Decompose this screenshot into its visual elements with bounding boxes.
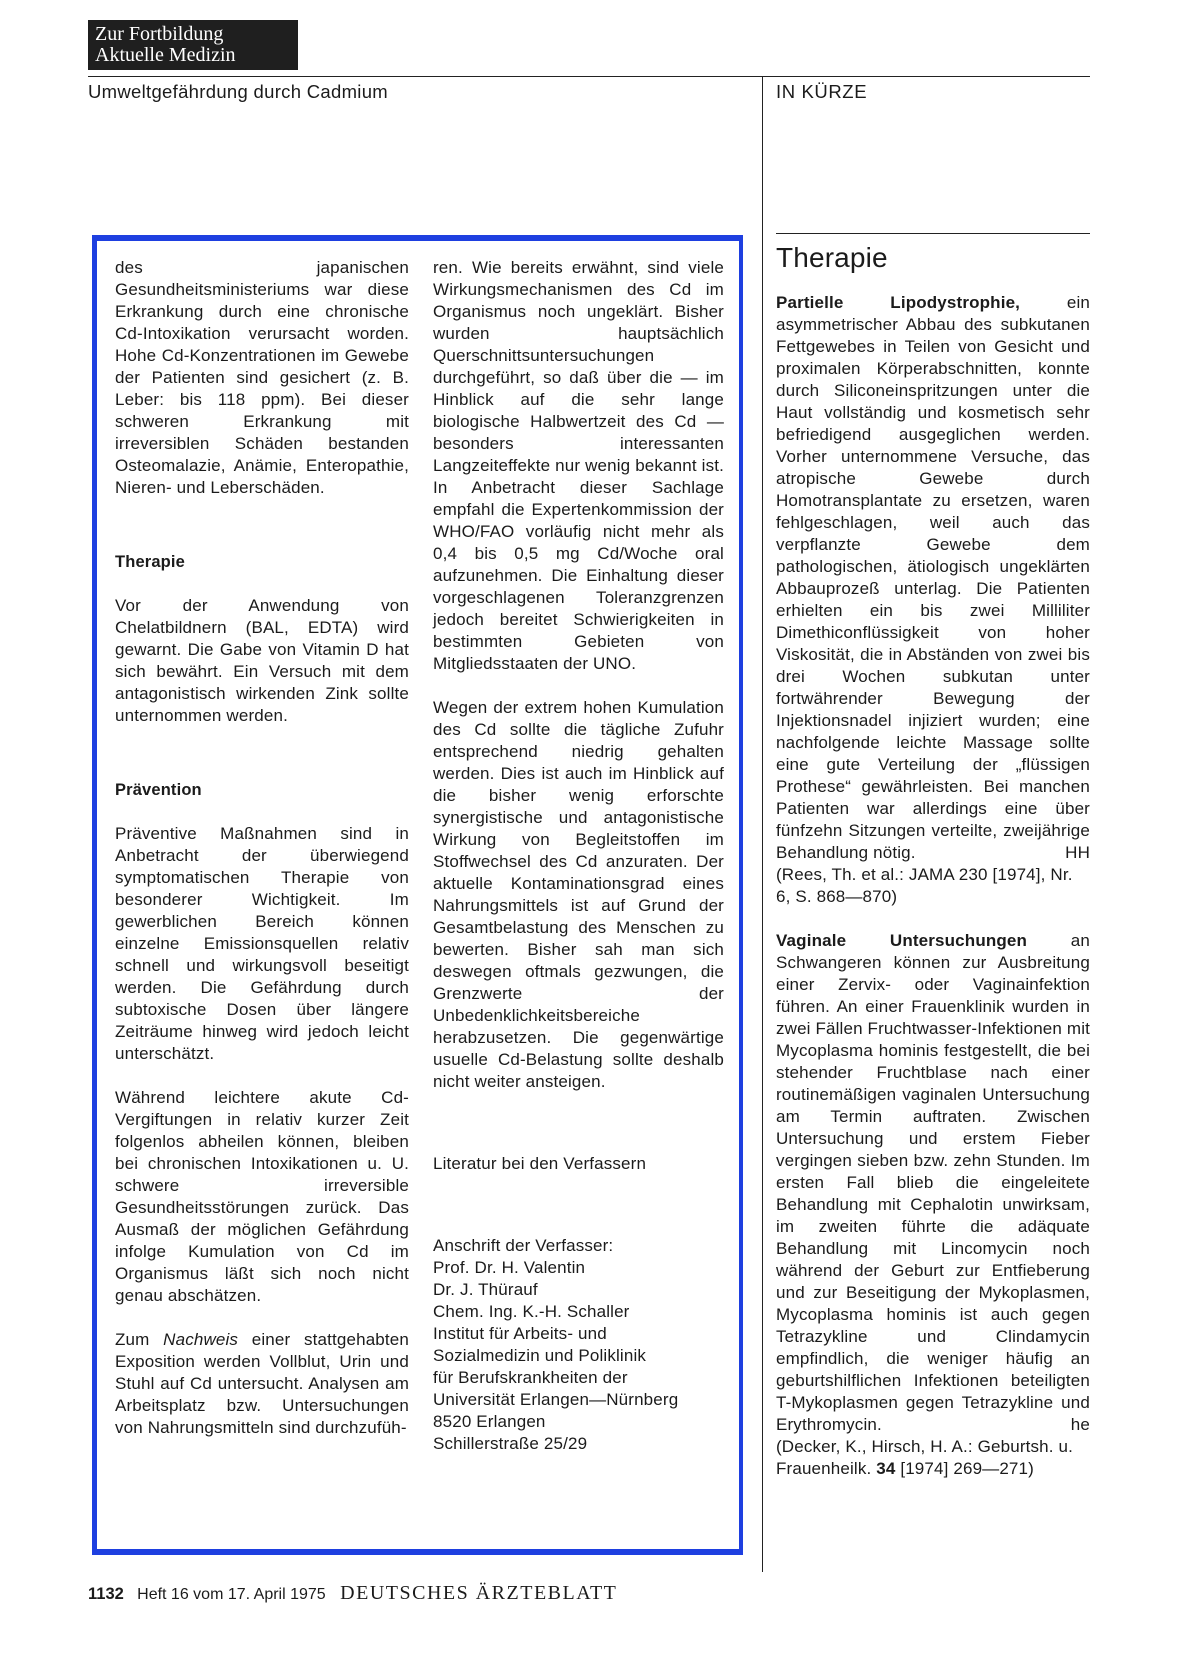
- department-label-box: [88, 20, 298, 70]
- journal-name: DEUTSCHES ÄRZTEBLATT: [340, 1582, 618, 1604]
- author-initials: HH: [1065, 843, 1090, 862]
- department-label-line2: Aktuelle Medizin: [95, 44, 236, 66]
- news-item: [776, 930, 1090, 1436]
- volume-number: 34: [876, 1459, 896, 1478]
- subheading-praevention: Prävention: [115, 781, 202, 799]
- news-item-lead: Vaginale Untersuchungen: [776, 931, 1028, 950]
- sidebar-heading-therapie: Therapie: [776, 242, 888, 273]
- author-address: [433, 1235, 724, 1455]
- address-line: für Berufskrankheiten der: [433, 1368, 628, 1387]
- text-span: (Decker, K., Hirsch, H. A.: Geburtsh. u. Frauenheilk.: [776, 1437, 1073, 1478]
- paragraph: Während leichtere akute Cd-Vergiftungen in relativ kurzer Zeit folgenlos abheilen können, bleiben bei chronischen Intoxikationen u. U. schwere irreversible Gesundheitsstörungen zurück. Das Ausmaß der möglichen Gefährdung infolge Kumulation von Cd im Organismus läßt sich noch nicht genau abschätzen.: [115, 1088, 409, 1305]
- department-label-line1: Zur Fortbildung: [95, 23, 224, 45]
- issue-info: Heft 16 vom 17. April 1975: [137, 1586, 326, 1603]
- paragraph: des japanischen Gesundheitsministeriums war diese Erkrankung durch eine chronische Cd-Intoxikation verursacht worden. Hohe Cd-Konzentrationen im Gewebe der Patienten sind gesichert (z. B. Leber: bis 118 ppm). Bei dieser schweren Erkrankung mit irreversiblen Schäden bestanden Osteomalazie, Anämie, Enteropathie, Nieren- und Leberschäden.: [115, 258, 409, 497]
- sidebar-rule: [776, 233, 1090, 234]
- news-item-lead: Partielle Lipodystrophie,: [776, 293, 1021, 312]
- address-line: Prof. Dr. H. Valentin: [433, 1258, 586, 1277]
- paragraph: Vor der Anwendung von Chelatbildnern (BAL, EDTA) wird gewarnt. Die Gabe von Vitamin D hat sich bewährt. Ein Versuch mit dem antagonistisch wirkenden Zink sollte unternommen werden.: [115, 596, 409, 725]
- sidebar-section-title: IN KÜRZE: [776, 81, 868, 102]
- column-divider: [762, 76, 763, 1572]
- paragraph: ren. Wie bereits erwähnt, sind viele Wirkungsmechanismen des Cd im Organismus noch ungeklärt. Bisher wurden hauptsächlich Querschnittsuntersuchungen durchgeführt, so daß über die — im Hinblick auf die sehr lange biologische Halbwertzeit des Cd — besonders interessanten Langzeiteffekte nur wenig bekannt ist. In Anbetracht dieser Sachlage empfahl die Expertenkommission der WHO/FAO vorläufig nicht mehr als 0,4 bis 0,5 mg Cd/Woche oral aufzunehmen. Die Einhaltung dieser vorgeschlagenen Toleranzgrenzen jedoch bereitet Schwierigkeiten in bestimmten Gebieten von Mitgliedsstaaten der UNO.: [433, 258, 724, 673]
- text-span: Zum: [115, 1330, 164, 1349]
- paragraph: [115, 1329, 409, 1439]
- news-item-text: an Schwangeren können zur Ausbreitung einer Zervix- oder Vaginainfektion führen. An einer Frauenklinik wurden in zwei Fällen Fruchtwasser-Infektionen mit Mycoplasma hominis festgestellt, die bei stehender Fruchtblase nach einer routinemäßigen vaginalen Untersuchung am Termin auftraten. Zwischen Untersuchung und erstem Fieber vergingen sieben bzw. zehn Stunden. Im ersten Fall blieb die eingeleitete Behandlung mit Cephalotin unwirksam, im zweiten führte die adäquate Behandlung mit Lincomycin noch während der Geburt zur Entfieberung und zur Beseitigung der Mykoplasmen, Mycoplasma hominis ist auch gegen Tetrazykline und Clindamycin empfindlich, die weniger häufig an geburtshilflichen Infektionen beteiligten T-Mykoplasmen gegen Tetrazykline und Erythromycin.: [776, 931, 1091, 1434]
- emphasis-nachweis: Nachweis: [163, 1330, 239, 1349]
- literature-note: Literatur bei den Verfassern: [433, 1154, 647, 1173]
- page-footer: [88, 1583, 617, 1605]
- article-section-title: Umweltgefährdung durch Cadmium: [88, 81, 388, 102]
- paragraph: Präventive Maßnahmen sind in Anbetracht der überwiegend symptomatischen Therapie von besonderer Wichtigkeit. Im gewerblichen Bereich können einzelne Emissionsquellen relativ schnell und wirkungsvoll beseitigt werden. Die Gefährdung durch subtoxische Dosen über längere Zeiträume hinweg wird jedoch leicht unterschätzt.: [115, 824, 409, 1063]
- article-column-middle: [433, 257, 724, 1455]
- address-line: Schillerstraße 25/29: [433, 1434, 588, 1453]
- paragraph: Wegen der extrem hohen Kumulation des Cd sollte die tägliche Zufuhr entsprechend niedrig gehalten werden. Dies ist auch im Hinblick auf die bisher wenig erforschte synergistische und antagonistische Wirkung von Begleitstoffen im Stoffwechsel des Cd anzuraten. Der aktuelle Kontaminationsgrad eines Nahrungsmittels ist auf Grund der Gesamtbelastung des Menschen zu bewerten. Bisher sah man sich deswegen oftmals gezwungen, die Grenzwerte der Unbedenklichkeitsbereiche herabzusetzen. Die gegenwärtige usuelle Cd-Belastung sollte deshalb nicht weiter ansteigen.: [433, 698, 724, 1091]
- author-initials: he: [1070, 1415, 1090, 1434]
- page-number: 1132: [88, 1585, 124, 1603]
- news-item-text: ein asymmetrischer Abbau des subkutanen Fettgewebes in Teilen von Gesicht und proximalen Körperabschnitten, konnte durch Siliconeinspritzungen unter die Haut vollständig und kosmetisch sehr befriedigend ausgeglichen werden. Vorher unternommene Versuche, das atropische Gewebe durch Homotransplantate zu ersetzen, waren fehlgeschlagen, weil auch das verpflanzte Gewebe dem pathologischen, ätiologisch ungeklärten Abbauprozeß unterlag. Die Patienten erhielten ein bis zwei Milliliter Dimethiconflüssigkeit von hoher Viskosität, die in Abständen von zwei bis drei Wochen subkutan unter fortwährender Bewegung der Injektionsnadel injiziert wurden; eine nachfolgende leichte Massage sollte eine gute Verteilung der „flüssigen Prothese“ gewährleisten. Bei manchen Patienten war allerdings eine über fünfzehn Sitzungen verteilte, zweijährige Behandlung nötig.: [776, 293, 1091, 862]
- header-rule: [88, 76, 1090, 77]
- address-line: Sozialmedizin und Poliklinik: [433, 1346, 647, 1365]
- news-item: [776, 292, 1090, 864]
- address-label: Anschrift der Verfasser:: [433, 1236, 614, 1255]
- address-line: Institut für Arbeits- und: [433, 1324, 607, 1343]
- reference: (Rees, Th. et al.: JAMA 230 [1974], Nr. 6, S. 868—870): [776, 865, 1073, 906]
- address-line: 8520 Erlangen: [433, 1412, 546, 1431]
- subheading-therapie: Therapie: [115, 553, 185, 571]
- reference: [776, 1436, 1090, 1480]
- address-line: Universität Erlangen—Nürnberg: [433, 1390, 679, 1409]
- text-span: einer stattgehabten Exposition werden Vollblut, Urin und Stuhl auf Cd untersucht. Analysen am Arbeitsplatz bzw. Untersuchungen von Nahrungsmitteln sind durchzufüh-: [115, 1330, 409, 1437]
- article-column-left: [115, 257, 409, 1439]
- address-line: Dr. J. Thürauf: [433, 1280, 538, 1299]
- address-line: Chem. Ing. K.-H. Schaller: [433, 1302, 630, 1321]
- text-span: [1974] 269—271): [895, 1459, 1034, 1478]
- sidebar-column: [776, 240, 1090, 1480]
